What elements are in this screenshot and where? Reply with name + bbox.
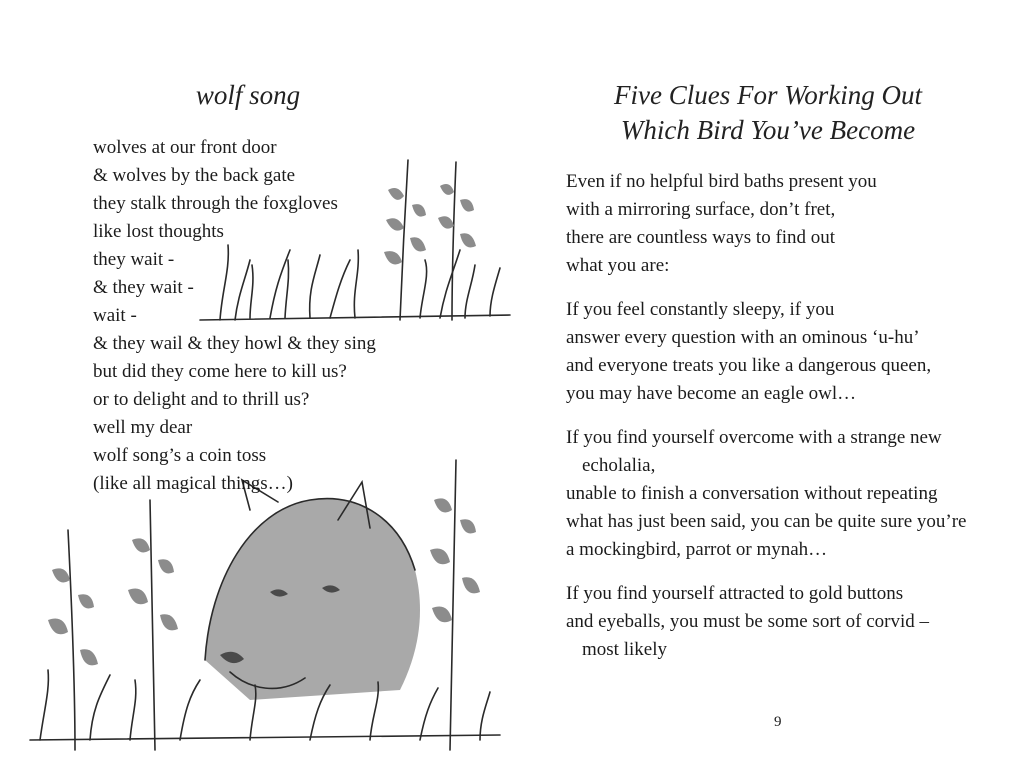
- poem-line: wolf song’s a coin toss: [93, 445, 267, 466]
- poem-line: answer every question with an ominous ‘u-hu’: [566, 327, 920, 348]
- foxglove-far-left: [48, 530, 98, 750]
- poem-line: wait -: [93, 305, 137, 326]
- foxglove-right: [430, 460, 480, 750]
- poem-line: like lost thoughts: [93, 221, 224, 242]
- poem-line: there are countless ways to find out: [566, 227, 836, 248]
- poem-line: you may have become an eagle owl…: [566, 383, 857, 404]
- poem-line: they wait -: [93, 249, 175, 270]
- poem-body: [566, 169, 1006, 681]
- poem-title-line-1: Five Clues For Working Out: [614, 80, 922, 110]
- poem-line: a mockingbird, parrot or mynah…: [566, 539, 828, 560]
- poem-title: [552, 78, 984, 148]
- stanza: [566, 169, 1006, 281]
- poem-line: Even if no helpful bird baths present you: [566, 171, 877, 192]
- poem-line: wolves at our front door: [93, 137, 277, 158]
- poem-line: with a mirroring surface, don’t fret,: [566, 199, 836, 220]
- poem-line: and eyeballs, you must be some sort of corvid –: [566, 611, 930, 632]
- poem-line: what you are:: [566, 255, 670, 276]
- poem-line: they stalk through the foxgloves: [93, 193, 338, 214]
- poem-line: well my dear: [93, 417, 193, 438]
- stanza: [566, 581, 1006, 665]
- foxglove-right: [438, 162, 476, 320]
- poem-title: wolf song: [195, 80, 301, 110]
- poem-line: but did they come here to kill us?: [93, 361, 347, 382]
- poem-line: (like all magical things…): [93, 473, 293, 494]
- page-number: 9: [774, 714, 782, 730]
- poem-line: unable to finish a conversation without repeating: [566, 483, 938, 504]
- poem-line: & they wait -: [93, 277, 194, 298]
- stanza: [566, 425, 1006, 565]
- poem-line: & wolves by the back gate: [93, 165, 296, 186]
- poem-line: or to delight and to thrill us?: [93, 389, 310, 410]
- right-page: [512, 0, 1024, 767]
- poem-line: what has just been said, you can be quite sure you’re: [566, 511, 967, 532]
- wolf: [205, 480, 420, 700]
- poem-line: most likely: [582, 639, 667, 660]
- poem-body: [93, 135, 423, 499]
- poem-line: If you feel constantly sleepy, if you: [566, 299, 835, 320]
- poem-line: & they wail & they howl & they sing: [93, 333, 376, 354]
- stanza: [566, 297, 1006, 409]
- poem-line: and everyone treats you like a dangerous queen,: [566, 355, 932, 376]
- poem-line: echolalia,: [582, 455, 656, 476]
- foxglove-mid-left: [128, 500, 178, 750]
- poem-title-line-2: Which Bird You’ve Become: [620, 115, 916, 145]
- poem-line: If you find yourself attracted to gold buttons: [566, 583, 904, 604]
- poem-line: If you find yourself overcome with a strange new: [566, 427, 942, 448]
